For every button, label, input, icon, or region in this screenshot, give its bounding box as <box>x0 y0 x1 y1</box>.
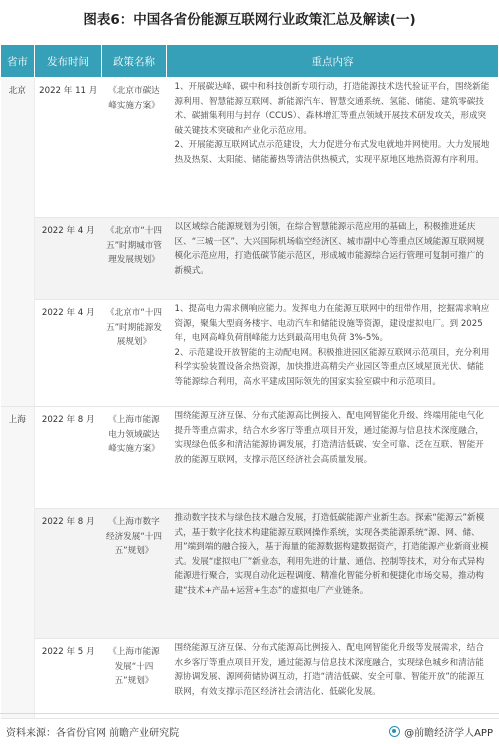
footer <box>0 713 499 744</box>
policy-name-cell: 《北京市“十四五”时期城市管理发展规划》 <box>102 218 167 300</box>
table-row <box>1 509 499 639</box>
time-cell: 2022 年 5 月 <box>35 639 102 719</box>
time-cell: 2022 年 4 月 <box>35 218 102 300</box>
policy-name-cell: 《北京市碳达峰实施方案》 <box>102 78 167 218</box>
header-policy-name: 政策名称 <box>102 45 167 78</box>
table-header-row <box>1 45 499 78</box>
province-cell: 上海 <box>1 407 35 719</box>
content-cell: 以区域综合能源规划为引领，在综合智慧能源示范应用的基础上，积极推进延庆区、“三城一区”、大兴国际机场临空经济区、城市副中心等重点区域能源互联网规模化示范应用，打造低碳节能示范区，形成城市能源综合运行管理可复制可推广的新模式。 <box>167 218 499 300</box>
province-cell: 北京 <box>1 78 35 407</box>
brand-label: @前瞻经济学人APP <box>404 728 493 739</box>
brand <box>389 724 493 739</box>
table-row <box>1 300 499 407</box>
content-cell: 围绕能源互济互保、分布式能源高比例接入、配电网智能化升级等发展需求，结合水乡客厅等重点项目开发，通过能源与信息技术深度融合，实现绿色城乡和清洁能源协调发展、源网荷储协调互动，打造“清洁低碳、安全可靠、智能开放”的能源互联网，有效支撑示范区经济社会清洁化、低碳化发展。 <box>167 639 499 719</box>
page-title: 图表6：中国各省份能源互联网行业政策汇总及解读(一) <box>83 12 416 28</box>
time-cell: 2022 年 11 月 <box>35 78 102 218</box>
header-province: 省市 <box>1 45 35 78</box>
brand-logo-icon <box>389 726 400 737</box>
table-row <box>1 78 499 218</box>
source-note: 资料来源：各省份官网 前瞻产业研究院 <box>6 728 180 739</box>
content-cell: 1、开展碳达峰、碳中和科技创新专项行动，打造能源技术迭代验证平台，围绕新能源利用、智慧能源互联网、新能源汽车、智慧交通系统、氢能、储能、建筑零碳技术、碳捕集利用与封存（CCUS）、森林增汇等重点领域开展技术研发攻关，形成突破关键技术突破和产业化示范应用。 2、开展能源互联网试点示范建设，大力促进分布式发电就地并网使用。大力发展地热及热泵、太阳能、储能蓄热等清洁供热模式，实现平原地区地热资源有序利用。 <box>167 78 499 218</box>
time-cell: 2022 年 4 月 <box>35 300 102 407</box>
time-cell: 2022 年 8 月 <box>35 509 102 639</box>
policy-name-cell: 《上海市能源发展“十四五”规划》 <box>102 639 167 719</box>
policy-name-cell: 《北京市“十四五”时期能源发展规划》 <box>102 300 167 407</box>
header-time: 发布时间 <box>35 45 102 78</box>
time-cell: 2022 年 8 月 <box>35 407 102 509</box>
content-cell: 1、提高电力需求侧响应能力。发挥电力在能源互联网中的纽带作用，挖掘需求响应资源，聚集大型商务楼宇、电动汽车和储能设施等资源，建设虚拟电厂。到 2025 年，电网高峰负荷削峰能力达到最高用电负荷 3%-5%。 2、示范建设开放智能的主动配电网。积极推进园区能源互联网示范项目，充分利用科学实验装置设备余热资源，加快推进高精尖产业园区等重点区域屋顶光伏、储能等能源综合利用，高水平建成国际领先的国家实验室碳中和示范项目。 <box>167 300 499 407</box>
policy-name-cell: 《上海市数字经济发展“十四五”规划》 <box>102 509 167 639</box>
table-row <box>1 407 499 509</box>
policy-name-cell: 《上海市能源电力领域碳达峰实施方案》 <box>102 407 167 509</box>
policy-table <box>0 44 499 719</box>
content-cell: 推动数字技术与绿色技术融合发展，打造低碳能源产业新生态。探索“能源云”新模式，基于数字化技术构建能源互联网操作系统，实现各类能源系统“源、网、储、用”端到端的融合接入，基于海量的能源数据构建数据资产，打造能源产业新商业模式。发展“虚拟电厂”新业态，利用先进的计量、通信、控制等技术，对分布式异构能源进行聚合，实现自动化远程调度、精准化智能分析和便捷化市场交易，推动构建“技术+产品+运营+生态”的虚拟电厂产业链条。 <box>167 509 499 639</box>
table-row <box>1 218 499 300</box>
header-content: 重点内容 <box>167 45 499 78</box>
content-cell: 围绕能源互济互保、分布式能源高比例接入、配电网智能化升级、终端用能电气化提升等重点需求，结合水乡客厅等重点项目开发，通过能源与信息技术深度融合，实现绿色低多和清洁能源协调发展，打造清洁低碳、安全可靠、泛在互联、智能开放的能源互联网，支撑示范区经济社会高质量发展。 <box>167 407 499 509</box>
table-row <box>1 639 499 719</box>
